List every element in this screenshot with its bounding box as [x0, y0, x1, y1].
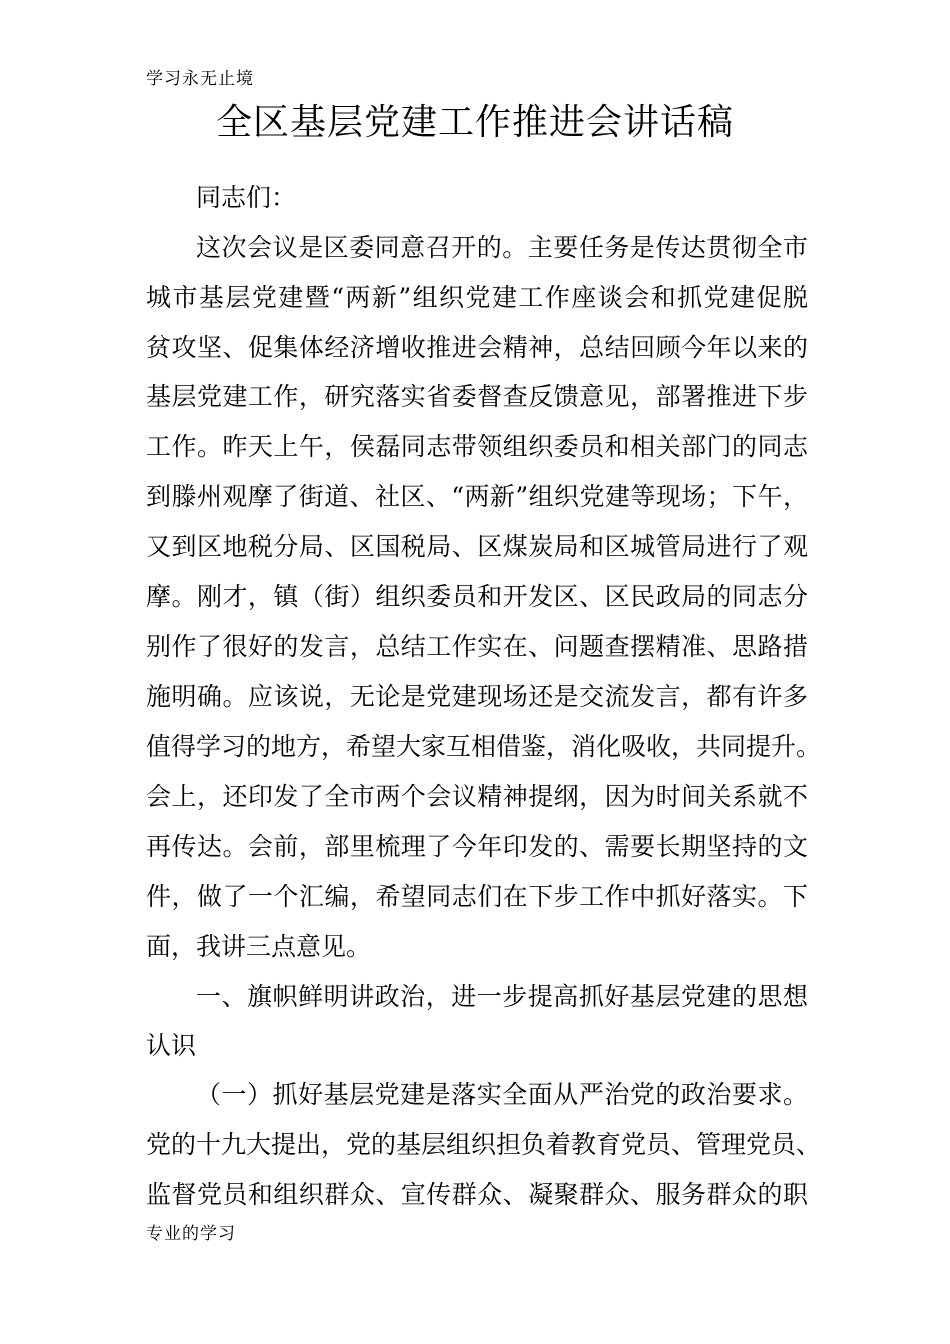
paragraph-line: 监督党员和组织群众、宣传群众、凝聚群众、服务群众的职	[146, 1180, 808, 1209]
paragraph-line: 摩。刚才，镇（街）组织委员和开发区、区民政局的同志分	[146, 582, 808, 611]
paragraph-line: 贫攻坚、促集体经济增收推进会精神，总结回顾今年以来的	[146, 333, 808, 362]
page-header-note: 学习永无止境	[146, 69, 254, 89]
paragraph-line: 施明确。应该说，无论是党建现场还是交流发言，都有许多	[146, 682, 808, 711]
salutation: 同志们：	[196, 183, 297, 212]
paragraph-line: 值得学习的地方，希望大家互相借鉴，消化吸收，共同提升。	[146, 732, 822, 761]
section-heading-line: 一、旗帜鲜明讲政治，进一步提高抓好基层党建的思想	[196, 982, 808, 1011]
paragraph-line: 再传达。会前，部里梳理了今年印发的、需要长期坚持的文	[146, 832, 808, 861]
paragraph-line: 面，我讲三点意见。	[146, 932, 372, 961]
paragraph-line: 又到区地税分局、区国税局、区煤炭局和区城管局进行了观	[146, 532, 808, 561]
page-footer-note: 专业的学习	[146, 1224, 236, 1244]
paragraph-line: 工作。昨天上午，侯磊同志带领组织委员和相关部门的同志	[146, 432, 808, 461]
document-title: 全区基层党建工作推进会讲话稿	[215, 102, 734, 143]
paragraph-line: 到滕州观摩了街道、社区、“两新”组织党建等现场；下午，	[146, 482, 808, 511]
paragraph-line: 城市基层党建暨“两新”组织党建工作座谈会和抓党建促脱	[146, 283, 808, 312]
subsection-heading-line: （一）抓好基层党建是落实全面从严治党的政治要求。	[196, 1080, 808, 1109]
paragraph-line: 党的十九大提出，党的基层组织担负着教育党员、管理党员、	[146, 1130, 822, 1159]
paragraph-line: 件，做了一个汇编，希望同志们在下步工作中抓好落实。下	[146, 882, 808, 911]
section-heading-line: 认识	[146, 1031, 197, 1060]
paragraph-line: 基层党建工作，研究落实省委督查反馈意见，部署推进下步	[146, 382, 808, 411]
paragraph-line: 别作了很好的发言，总结工作实在、问题查摆精准、思路措	[146, 632, 808, 661]
paragraph-line: 会上，还印发了全市两个会议精神提纲，因为时间关系就不	[146, 782, 808, 811]
paragraph-line: 这次会议是区委同意召开的。主要任务是传达贯彻全市	[196, 233, 808, 262]
